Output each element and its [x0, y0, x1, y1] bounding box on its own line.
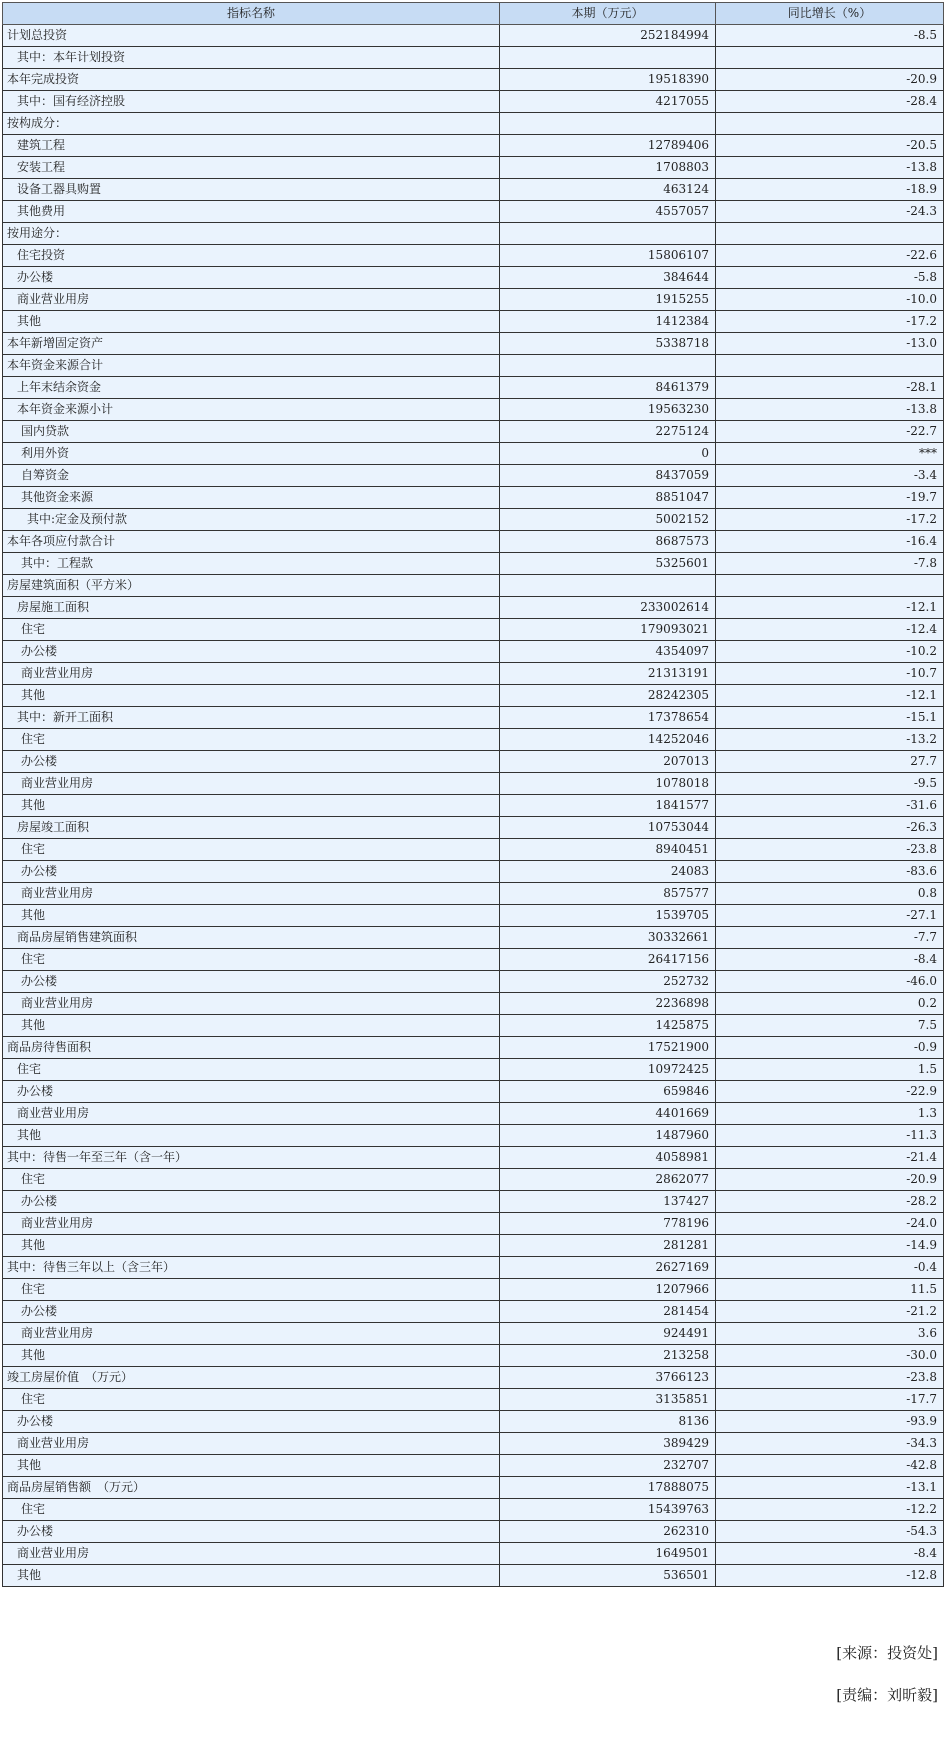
table-row [3, 1345, 944, 1367]
indicator-name-cell: 商业营业用房 [3, 1323, 500, 1345]
current-value-cell: 2862077 [500, 1169, 716, 1191]
current-value-cell: 233002614 [500, 597, 716, 619]
indicator-name-cell: 办公楼 [3, 641, 500, 663]
table-row [3, 421, 944, 443]
current-value-cell: 857577 [500, 883, 716, 905]
yoy-growth-cell: -20.9 [716, 69, 944, 91]
indicator-name-cell: 其中：工程款 [3, 553, 500, 575]
table-row [3, 1477, 944, 1499]
current-value-cell: 5002152 [500, 509, 716, 531]
current-value-cell: 179093021 [500, 619, 716, 641]
current-value-cell: 137427 [500, 1191, 716, 1213]
indicator-name-cell: 商业营业用房 [3, 993, 500, 1015]
current-value-cell: 8136 [500, 1411, 716, 1433]
current-value-cell: 1915255 [500, 289, 716, 311]
current-value-cell: 10972425 [500, 1059, 716, 1081]
table-row [3, 1389, 944, 1411]
current-value-cell: 1649501 [500, 1543, 716, 1565]
table-row [3, 905, 944, 927]
table-row [3, 223, 944, 245]
yoy-growth-cell: -34.3 [716, 1433, 944, 1455]
yoy-growth-cell: -24.3 [716, 201, 944, 223]
current-value-cell: 12789406 [500, 135, 716, 157]
current-value-cell: 17378654 [500, 707, 716, 729]
table-row [3, 1301, 944, 1323]
current-value-cell: 778196 [500, 1213, 716, 1235]
indicator-name-cell: 房屋建筑面积（平方米） [3, 575, 500, 597]
table-row [3, 399, 944, 421]
table-row [3, 1169, 944, 1191]
yoy-growth-cell: -11.3 [716, 1125, 944, 1147]
current-value-cell: 17888075 [500, 1477, 716, 1499]
current-value-cell: 4354097 [500, 641, 716, 663]
source-note: [来源：投资处] [836, 1644, 938, 1662]
current-value-cell: 4557057 [500, 201, 716, 223]
table-row [3, 575, 944, 597]
indicator-name-cell: 住宅 [3, 949, 500, 971]
indicator-name-cell: 其他 [3, 1235, 500, 1257]
indicator-name-cell: 住宅 [3, 1169, 500, 1191]
yoy-growth-cell: -17.2 [716, 509, 944, 531]
yoy-growth-cell: -10.0 [716, 289, 944, 311]
yoy-growth-cell: -13.0 [716, 333, 944, 355]
yoy-growth-cell: -28.4 [716, 91, 944, 113]
yoy-growth-cell: -15.1 [716, 707, 944, 729]
yoy-growth-cell: -8.4 [716, 1543, 944, 1565]
current-value-cell: 1539705 [500, 905, 716, 927]
indicator-name-cell: 自筹资金 [3, 465, 500, 487]
table-row [3, 993, 944, 1015]
yoy-growth-cell: -22.6 [716, 245, 944, 267]
current-value-cell: 1412384 [500, 311, 716, 333]
yoy-growth-cell: -7.8 [716, 553, 944, 575]
current-value-cell: 252184994 [500, 25, 716, 47]
yoy-growth-cell [716, 355, 944, 377]
indicator-name-cell: 其他 [3, 1015, 500, 1037]
indicator-name-cell: 办公楼 [3, 751, 500, 773]
indicator-name-cell: 商业营业用房 [3, 663, 500, 685]
indicator-name-cell: 商业营业用房 [3, 289, 500, 311]
yoy-growth-cell: -8.4 [716, 949, 944, 971]
yoy-growth-cell: -54.3 [716, 1521, 944, 1543]
table-row [3, 1323, 944, 1345]
current-value-cell: 15806107 [500, 245, 716, 267]
current-value-cell: 1078018 [500, 773, 716, 795]
table-row [3, 1147, 944, 1169]
indicator-name-cell: 其中：待售三年以上（含三年） [3, 1257, 500, 1279]
yoy-growth-cell: -10.7 [716, 663, 944, 685]
current-value-cell: 4058981 [500, 1147, 716, 1169]
indicator-name-cell: 办公楼 [3, 1081, 500, 1103]
current-value-cell: 5338718 [500, 333, 716, 355]
indicator-name-cell: 住宅投资 [3, 245, 500, 267]
table-row [3, 949, 944, 971]
table-row [3, 311, 944, 333]
table-row [3, 729, 944, 751]
yoy-growth-cell: -19.7 [716, 487, 944, 509]
current-value-cell: 19563230 [500, 399, 716, 421]
table-row [3, 1015, 944, 1037]
yoy-growth-cell: -7.7 [716, 927, 944, 949]
indicator-name-cell: 商业营业用房 [3, 1433, 500, 1455]
indicator-name-cell: 住宅 [3, 619, 500, 641]
indicator-name-cell: 按用途分： [3, 223, 500, 245]
table-row [3, 1257, 944, 1279]
indicator-name-cell: 住宅 [3, 1499, 500, 1521]
indicator-name-cell: 其他 [3, 685, 500, 707]
current-value-cell: 5325601 [500, 553, 716, 575]
current-value-cell [500, 223, 716, 245]
yoy-growth-cell: -13.2 [716, 729, 944, 751]
yoy-growth-cell: -17.2 [716, 311, 944, 333]
yoy-growth-cell: -8.5 [716, 25, 944, 47]
indicator-name-cell: 本年各项应付款合计 [3, 531, 500, 553]
statistics-table [2, 2, 944, 1587]
current-value-cell: 2275124 [500, 421, 716, 443]
current-value-cell: 2236898 [500, 993, 716, 1015]
yoy-growth-cell: -26.3 [716, 817, 944, 839]
indicator-name-cell: 本年资金来源小计 [3, 399, 500, 421]
indicator-name-cell: 办公楼 [3, 1191, 500, 1213]
table-row [3, 861, 944, 883]
indicator-name-cell: 其他 [3, 1455, 500, 1477]
indicator-name-cell: 安装工程 [3, 157, 500, 179]
table-row [3, 245, 944, 267]
table-row [3, 201, 944, 223]
indicator-name-cell: 按构成分： [3, 113, 500, 135]
table-row [3, 1367, 944, 1389]
yoy-growth-cell [716, 575, 944, 597]
current-value-cell: 24083 [500, 861, 716, 883]
indicator-name-cell: 其他 [3, 905, 500, 927]
header-yoy-growth: 同比增长（%） [716, 3, 944, 25]
current-value-cell: 1841577 [500, 795, 716, 817]
indicator-name-cell: 竣工房屋价值 （万元） [3, 1367, 500, 1389]
indicator-name-cell: 办公楼 [3, 1521, 500, 1543]
table-row [3, 25, 944, 47]
indicator-name-cell: 其中：待售一年至三年（含一年） [3, 1147, 500, 1169]
current-value-cell: 4217055 [500, 91, 716, 113]
indicator-name-cell: 办公楼 [3, 971, 500, 993]
table-row [3, 465, 944, 487]
yoy-growth-cell: -12.2 [716, 1499, 944, 1521]
statistics-table-container [2, 2, 943, 1587]
indicator-name-cell: 其他 [3, 795, 500, 817]
yoy-growth-cell [716, 113, 944, 135]
current-value-cell: 232707 [500, 1455, 716, 1477]
current-value-cell: 1708803 [500, 157, 716, 179]
table-row [3, 355, 944, 377]
yoy-growth-cell: -42.8 [716, 1455, 944, 1477]
current-value-cell: 8940451 [500, 839, 716, 861]
current-value-cell: 924491 [500, 1323, 716, 1345]
yoy-growth-cell: -20.5 [716, 135, 944, 157]
current-value-cell: 3766123 [500, 1367, 716, 1389]
yoy-growth-cell [716, 223, 944, 245]
indicator-name-cell: 办公楼 [3, 1301, 500, 1323]
current-value-cell: 2627169 [500, 1257, 716, 1279]
current-value-cell: 1487960 [500, 1125, 716, 1147]
indicator-name-cell: 商品房待售面积 [3, 1037, 500, 1059]
current-value-cell: 463124 [500, 179, 716, 201]
indicator-name-cell: 建筑工程 [3, 135, 500, 157]
table-row [3, 69, 944, 91]
current-value-cell: 30332661 [500, 927, 716, 949]
indicator-name-cell: 商品房屋销售建筑面积 [3, 927, 500, 949]
table-row [3, 597, 944, 619]
yoy-growth-cell: *** [716, 443, 944, 465]
table-row [3, 267, 944, 289]
table-row [3, 487, 944, 509]
yoy-growth-cell: -13.1 [716, 1477, 944, 1499]
indicator-name-cell: 住宅 [3, 1389, 500, 1411]
indicator-name-cell: 其他 [3, 311, 500, 333]
current-value-cell [500, 47, 716, 69]
current-value-cell: 3135851 [500, 1389, 716, 1411]
indicator-name-cell: 办公楼 [3, 1411, 500, 1433]
indicator-name-cell: 住宅 [3, 839, 500, 861]
table-row [3, 1213, 944, 1235]
table-row [3, 1565, 944, 1587]
indicator-name-cell: 住宅 [3, 1059, 500, 1081]
current-value-cell: 207013 [500, 751, 716, 773]
table-row [3, 707, 944, 729]
current-value-cell: 14252046 [500, 729, 716, 751]
current-value-cell: 4401669 [500, 1103, 716, 1125]
yoy-growth-cell: -18.9 [716, 179, 944, 201]
table-row [3, 1433, 944, 1455]
table-row [3, 1235, 944, 1257]
table-row [3, 135, 944, 157]
header-indicator-name: 指标名称 [3, 3, 500, 25]
current-value-cell: 26417156 [500, 949, 716, 971]
indicator-name-cell: 商业营业用房 [3, 773, 500, 795]
indicator-name-cell: 商品房屋销售额 （万元） [3, 1477, 500, 1499]
yoy-growth-cell: -46.0 [716, 971, 944, 993]
yoy-growth-cell: -22.9 [716, 1081, 944, 1103]
current-value-cell: 8461379 [500, 377, 716, 399]
indicator-name-cell: 住宅 [3, 729, 500, 751]
table-row [3, 113, 944, 135]
yoy-growth-cell: -23.8 [716, 1367, 944, 1389]
table-row [3, 1059, 944, 1081]
table-row [3, 1125, 944, 1147]
indicator-name-cell: 办公楼 [3, 861, 500, 883]
table-row [3, 1103, 944, 1125]
yoy-growth-cell: -12.1 [716, 597, 944, 619]
table-header-row [3, 3, 944, 25]
yoy-growth-cell: -93.9 [716, 1411, 944, 1433]
yoy-growth-cell: -3.4 [716, 465, 944, 487]
indicator-name-cell: 其他 [3, 1565, 500, 1587]
yoy-growth-cell: -12.8 [716, 1565, 944, 1587]
current-value-cell: 262310 [500, 1521, 716, 1543]
table-row [3, 1499, 944, 1521]
yoy-growth-cell: -13.8 [716, 157, 944, 179]
table-row [3, 971, 944, 993]
indicator-name-cell: 本年资金来源合计 [3, 355, 500, 377]
current-value-cell: 384644 [500, 267, 716, 289]
yoy-growth-cell: 27.7 [716, 751, 944, 773]
editor-note: [责编：刘昕毅] [836, 1686, 938, 1704]
table-row [3, 377, 944, 399]
table-row [3, 157, 944, 179]
yoy-growth-cell: -17.7 [716, 1389, 944, 1411]
indicator-name-cell: 其他资金来源 [3, 487, 500, 509]
current-value-cell [500, 355, 716, 377]
yoy-growth-cell: -12.1 [716, 685, 944, 707]
indicator-name-cell: 其他 [3, 1345, 500, 1367]
table-row [3, 1411, 944, 1433]
table-row [3, 553, 944, 575]
indicator-name-cell: 其他 [3, 1125, 500, 1147]
current-value-cell: 1425875 [500, 1015, 716, 1037]
table-row [3, 179, 944, 201]
indicator-name-cell: 商业营业用房 [3, 1103, 500, 1125]
yoy-growth-cell: -22.7 [716, 421, 944, 443]
indicator-name-cell: 上年末结余资金 [3, 377, 500, 399]
yoy-growth-cell: -12.4 [716, 619, 944, 641]
yoy-growth-cell: 1.3 [716, 1103, 944, 1125]
indicator-name-cell: 商业营业用房 [3, 1213, 500, 1235]
yoy-growth-cell: -0.9 [716, 1037, 944, 1059]
indicator-name-cell: 其中：本年计划投资 [3, 47, 500, 69]
yoy-growth-cell: 3.6 [716, 1323, 944, 1345]
table-row [3, 1521, 944, 1543]
table-row [3, 1191, 944, 1213]
indicator-name-cell: 商业营业用房 [3, 1543, 500, 1565]
indicator-name-cell: 其中：新开工面积 [3, 707, 500, 729]
current-value-cell: 15439763 [500, 1499, 716, 1521]
table-row [3, 531, 944, 553]
table-row [3, 509, 944, 531]
indicator-name-cell: 计划总投资 [3, 25, 500, 47]
yoy-growth-cell: -21.2 [716, 1301, 944, 1323]
indicator-name-cell: 利用外资 [3, 443, 500, 465]
yoy-growth-cell: -13.8 [716, 399, 944, 421]
current-value-cell: 21313191 [500, 663, 716, 685]
indicator-name-cell: 本年完成投资 [3, 69, 500, 91]
indicator-name-cell: 办公楼 [3, 267, 500, 289]
table-row [3, 1279, 944, 1301]
current-value-cell: 8687573 [500, 531, 716, 553]
indicator-name-cell: 其他费用 [3, 201, 500, 223]
yoy-growth-cell: -83.6 [716, 861, 944, 883]
table-row [3, 619, 944, 641]
indicator-name-cell: 商业营业用房 [3, 883, 500, 905]
yoy-growth-cell: 1.5 [716, 1059, 944, 1081]
table-row [3, 883, 944, 905]
yoy-growth-cell: -31.6 [716, 795, 944, 817]
yoy-growth-cell: -23.8 [716, 839, 944, 861]
table-row [3, 1037, 944, 1059]
indicator-name-cell: 设备工器具购置 [3, 179, 500, 201]
current-value-cell [500, 575, 716, 597]
current-value-cell: 281454 [500, 1301, 716, 1323]
yoy-growth-cell: -28.2 [716, 1191, 944, 1213]
yoy-growth-cell [716, 47, 944, 69]
table-row [3, 795, 944, 817]
yoy-growth-cell: 7.5 [716, 1015, 944, 1037]
yoy-growth-cell: -30.0 [716, 1345, 944, 1367]
yoy-growth-cell: 0.8 [716, 883, 944, 905]
current-value-cell: 8437059 [500, 465, 716, 487]
table-body [3, 25, 944, 1587]
current-value-cell: 281281 [500, 1235, 716, 1257]
table-row [3, 1455, 944, 1477]
current-value-cell: 8851047 [500, 487, 716, 509]
indicator-name-cell: 房屋施工面积 [3, 597, 500, 619]
yoy-growth-cell: -20.9 [716, 1169, 944, 1191]
table-row [3, 1081, 944, 1103]
table-row [3, 685, 944, 707]
table-row [3, 289, 944, 311]
yoy-growth-cell: -27.1 [716, 905, 944, 927]
current-value-cell: 252732 [500, 971, 716, 993]
table-row [3, 839, 944, 861]
table-row [3, 47, 944, 69]
current-value-cell: 389429 [500, 1433, 716, 1455]
current-value-cell: 10753044 [500, 817, 716, 839]
yoy-growth-cell: -24.0 [716, 1213, 944, 1235]
table-row [3, 773, 944, 795]
yoy-growth-cell: -21.4 [716, 1147, 944, 1169]
indicator-name-cell: 住宅 [3, 1279, 500, 1301]
yoy-growth-cell: -5.8 [716, 267, 944, 289]
table-row [3, 663, 944, 685]
yoy-growth-cell: -0.4 [716, 1257, 944, 1279]
table-row [3, 1543, 944, 1565]
indicator-name-cell: 其中:定金及预付款 [3, 509, 500, 531]
table-row [3, 817, 944, 839]
table-row [3, 751, 944, 773]
current-value-cell: 659846 [500, 1081, 716, 1103]
yoy-growth-cell: -28.1 [716, 377, 944, 399]
table-row [3, 927, 944, 949]
yoy-growth-cell: -14.9 [716, 1235, 944, 1257]
table-row [3, 641, 944, 663]
current-value-cell: 0 [500, 443, 716, 465]
indicator-name-cell: 房屋竣工面积 [3, 817, 500, 839]
current-value-cell: 19518390 [500, 69, 716, 91]
yoy-growth-cell: 0.2 [716, 993, 944, 1015]
current-value-cell [500, 113, 716, 135]
yoy-growth-cell: -16.4 [716, 531, 944, 553]
indicator-name-cell: 本年新增固定资产 [3, 333, 500, 355]
current-value-cell: 536501 [500, 1565, 716, 1587]
table-row [3, 443, 944, 465]
header-current-value: 本期（万元） [500, 3, 716, 25]
current-value-cell: 213258 [500, 1345, 716, 1367]
current-value-cell: 28242305 [500, 685, 716, 707]
current-value-cell: 1207966 [500, 1279, 716, 1301]
yoy-growth-cell: -9.5 [716, 773, 944, 795]
indicator-name-cell: 国内贷款 [3, 421, 500, 443]
table-row [3, 91, 944, 113]
table-row [3, 333, 944, 355]
yoy-growth-cell: -10.2 [716, 641, 944, 663]
indicator-name-cell: 其中：国有经济控股 [3, 91, 500, 113]
current-value-cell: 17521900 [500, 1037, 716, 1059]
yoy-growth-cell: 11.5 [716, 1279, 944, 1301]
